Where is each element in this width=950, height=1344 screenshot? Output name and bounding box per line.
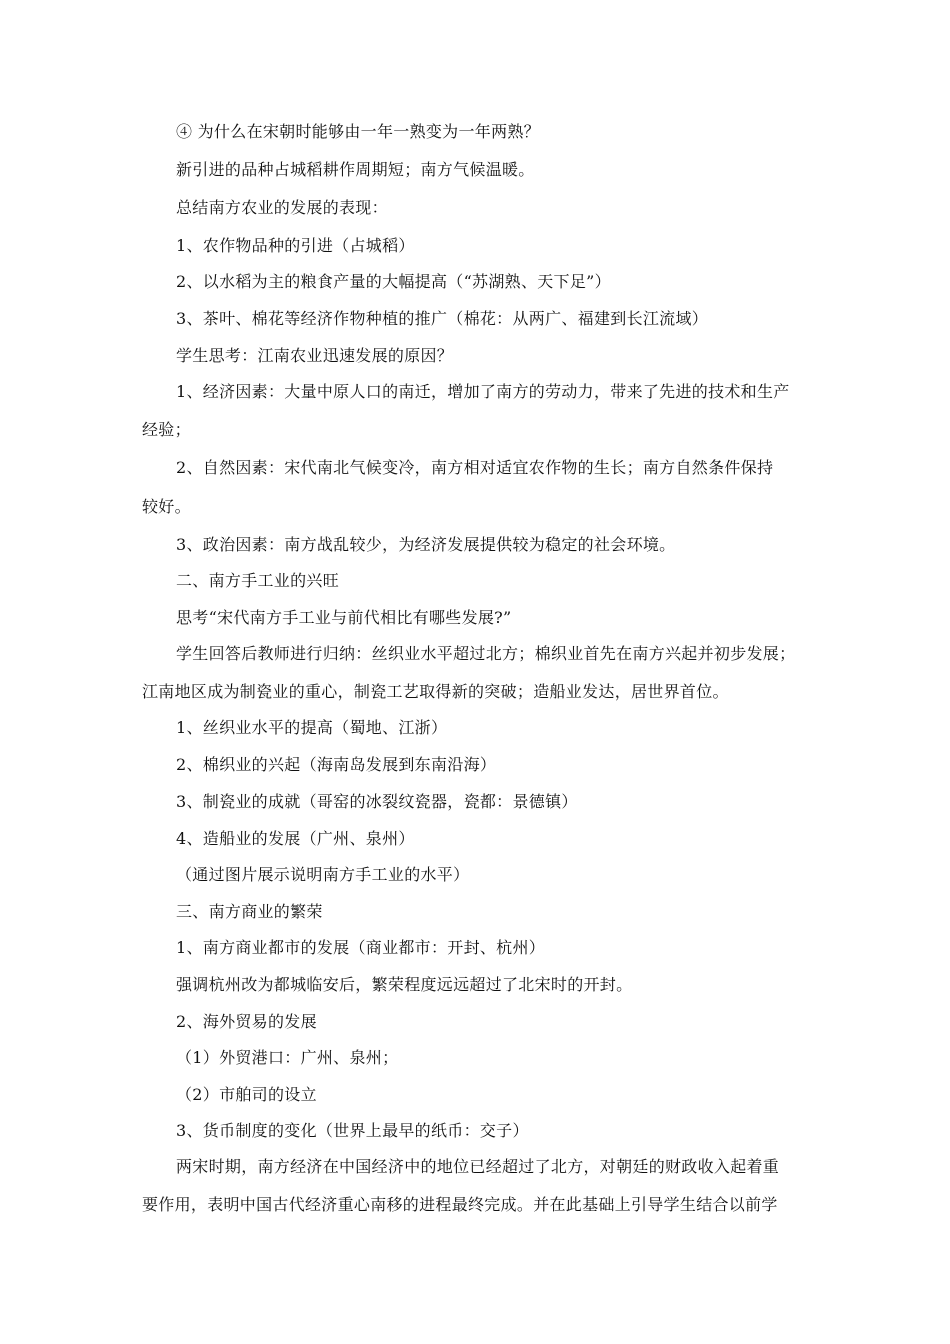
- section-heading: 二、南方手工业的兴旺: [176, 571, 340, 590]
- text-line: 较好。: [142, 497, 191, 516]
- text-line: 新引进的品种占城稻耕作周期短；南方气候温暖。: [176, 160, 535, 179]
- text-line: 3、制瓷业的成就（哥窑的冰裂纹瓷器，瓷都：景德镇）: [176, 792, 578, 811]
- text-line: 总结南方农业的发展的表现：: [176, 198, 388, 217]
- text-line: 学生思考：江南农业迅速发展的原因？: [176, 346, 454, 365]
- text-line: 3、政治因素：南方战乱较少，为经济发展提供较为稳定的社会环境。: [176, 535, 676, 554]
- text-line: 4、造船业的发展（广州、泉州）: [176, 829, 415, 848]
- text-line: 学生回答后教师进行归纳：丝织业水平超过北方；棉织业首先在南方兴起并初步发展；: [176, 644, 796, 663]
- text-line: 2、自然因素：宋代南北气候变冷，南方相对适宜农作物的生长；南方自然条件保持: [176, 458, 774, 477]
- text-line: 1、丝织业水平的提高（蜀地、江浙）: [176, 718, 448, 737]
- text-line: 1、南方商业都市的发展（商业都市：开封、杭州）: [176, 938, 546, 957]
- text-line: ④ 为什么在宋朝时能够由一年一熟变为一年两熟？: [176, 122, 540, 141]
- text-line: 要作用，表明中国古代经济重心南移的进程最终完成。并在此基础上引导学生结合以前学: [142, 1195, 778, 1214]
- text-line: 1、经济因素：大量中原人口的南迁，增加了南方的劳动力，带来了先进的技术和生产: [176, 382, 790, 401]
- text-line: 两宋时期，南方经济在中国经济中的地位已经超过了北方，对朝廷的财政收入起着重: [176, 1157, 780, 1176]
- text-line: 2、以水稻为主的粮食产量的大幅提高（“苏湖熟、天下足”）: [176, 272, 611, 291]
- text-line: 强调杭州改为都城临安后，繁荣程度远远超过了北宋时的开封。: [176, 975, 633, 994]
- text-line: 3、货币制度的变化（世界上最早的纸币：交子）: [176, 1121, 529, 1140]
- text-line: 经验；: [142, 420, 191, 439]
- section-heading: 三、南方商业的繁荣: [176, 902, 323, 921]
- text-line: 1、农作物品种的引进（占城稻）: [176, 236, 415, 255]
- text-line: （2）市舶司的设立: [176, 1085, 317, 1104]
- text-line: 3、茶叶、棉花等经济作物种植的推广（棉花：从两广、福建到长江流域）: [176, 309, 709, 328]
- text-line: 思考“宋代南方手工业与前代相比有哪些发展?”: [176, 608, 512, 627]
- text-line: 2、棉织业的兴起（海南岛发展到东南沿海）: [176, 755, 497, 774]
- text-line: （通过图片展示说明南方手工业的水平）: [176, 865, 470, 884]
- text-line: （1）外贸港口：广州、泉州；: [176, 1048, 399, 1067]
- text-line: 2、海外贸易的发展: [176, 1012, 317, 1031]
- text-line: 江南地区成为制瓷业的重心，制瓷工艺取得新的突破；造船业发达，居世界首位。: [142, 682, 729, 701]
